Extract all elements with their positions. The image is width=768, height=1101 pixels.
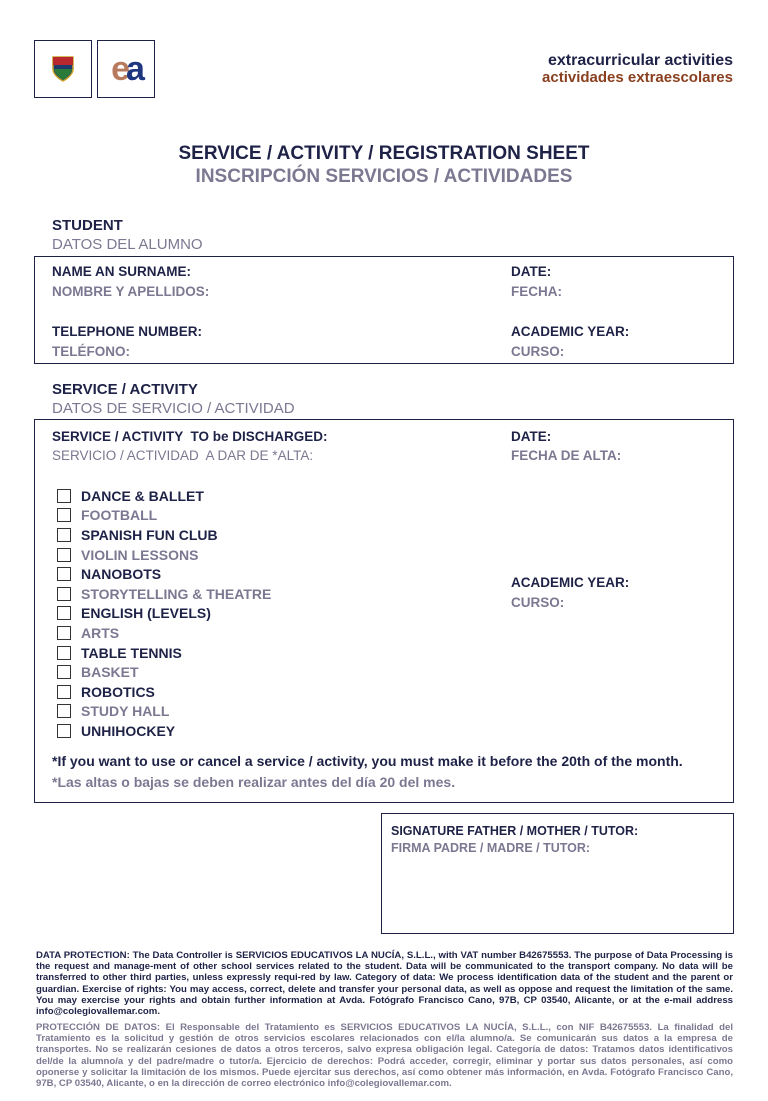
date-label: DATE: bbox=[511, 264, 552, 279]
deadline-note: *If you want to use or cancel a service / activity, you must make it before the 20th of the month. bbox=[52, 753, 683, 769]
page-title-es: INSCRIPCIÓN SERVICIOS / ACTIVIDADES bbox=[195, 166, 573, 187]
service-academic-year-label: ACADEMIC YEAR: bbox=[511, 575, 630, 590]
activity-label: NANOBOTS bbox=[81, 566, 162, 583]
activity-checkbox[interactable] bbox=[57, 606, 71, 620]
activity-checkbox[interactable] bbox=[57, 646, 71, 660]
academic-year-label-es: CURSO: bbox=[511, 344, 565, 359]
signature-label: SIGNATURE FATHER / MOTHER / TUTOR: bbox=[391, 824, 639, 838]
service-academic-year-label-es: CURSO: bbox=[511, 595, 565, 610]
activity-item bbox=[57, 702, 271, 722]
student-section-heading: STUDENT bbox=[52, 217, 123, 234]
activity-checkbox[interactable] bbox=[57, 528, 71, 542]
activity-label: ROBOTICS bbox=[81, 683, 155, 700]
activity-label: STORYTELLING & THEATRE bbox=[81, 585, 272, 602]
activity-item bbox=[57, 604, 271, 624]
activity-item bbox=[57, 486, 271, 506]
name-label: NAME AN SURNAME: bbox=[52, 264, 191, 279]
activity-checkbox[interactable] bbox=[57, 626, 71, 640]
activity-item bbox=[57, 525, 271, 545]
activity-item bbox=[57, 662, 271, 682]
activity-label: ENGLISH (LEVELS) bbox=[81, 605, 211, 622]
activity-checkbox[interactable] bbox=[57, 567, 71, 581]
service-section-heading: SERVICE / ACTIVITY bbox=[52, 381, 198, 398]
activity-label: VIOLIN LESSONS bbox=[81, 546, 199, 563]
activity-list bbox=[57, 486, 271, 741]
activity-checkbox[interactable] bbox=[57, 665, 71, 679]
discharge-label: SERVICE / ACTIVITY TO be DISCHARGED: bbox=[52, 429, 328, 444]
shield-icon bbox=[52, 56, 74, 82]
activity-checkbox[interactable] bbox=[57, 489, 71, 503]
ea-logo: ea bbox=[97, 40, 155, 98]
activity-checkbox[interactable] bbox=[57, 685, 71, 699]
activity-item bbox=[57, 545, 271, 565]
activity-checkbox[interactable] bbox=[57, 548, 71, 562]
school-crest-logo bbox=[34, 40, 92, 98]
activity-label: ARTS bbox=[81, 624, 120, 641]
activity-label: STUDY HALL bbox=[81, 703, 170, 720]
activity-label: BASKET bbox=[81, 664, 139, 681]
activity-label: DANCE & BALLET bbox=[81, 487, 204, 504]
activity-checkbox[interactable] bbox=[57, 587, 71, 601]
page-title: SERVICE / ACTIVITY / REGISTRATION SHEET bbox=[178, 143, 590, 164]
data-protection-es: PROTECCIÓN DE DATOS: El Responsable del Tratamiento es SERVICIOS EDUCATIVOS LA NUCÍA, S.L.L., con NIF B42675553. La finalidad del Tratamiento es la solicitud y gestión de otros servicios escolares relacionados con el/la alumno/a. Se comunicarán sus datos a la empresa de transportes. No se realizarán cesiones de datos a otros terceros, salvo expresa obligación legal. Categoría de datos: Tratamos datos identificativos del/de la alumno/a y del padre/madre o tutor/a. Ejercicio de derechos: Podrá acceder, corregir, eliminar y portar sus datos personales, así como oponerse y solicitar la limitación de los mismos. Puede ejercitar sus derechos, así como obtener más información, en Avda. Fotógrafo Francisco Cano, 97B, CP 03540, Alicante, o en la dirección de correo electrónico info@colegiovallemar.com. bbox=[36, 1022, 733, 1090]
activity-checkbox[interactable] bbox=[57, 724, 71, 738]
discharge-label-es: SERVICIO / ACTIVIDAD A DAR DE *ALTA: bbox=[52, 448, 314, 463]
activity-item bbox=[57, 623, 271, 643]
header-subtitle-es: actividades extraescolares bbox=[542, 69, 733, 86]
date-label-es: FECHA: bbox=[511, 284, 562, 299]
activity-item bbox=[57, 643, 271, 663]
student-section-heading-es: DATOS DEL ALUMNO bbox=[52, 236, 203, 253]
service-date-label: DATE: bbox=[511, 429, 552, 444]
service-date-label-es: FECHA DE ALTA: bbox=[511, 448, 622, 463]
phone-label-es: TELÉFONO: bbox=[52, 344, 130, 359]
data-protection-en: DATA PROTECTION: The Data Controller is SERVICIOS EDUCATIVOS LA NUCÍA, S.L.L., with VAT number B42675553. The purpose of Data Processing is the request and manage-ment of other school services related to the student. Data will be communicated to the transport company. No data will be transferred to other third parties, unless expressly requi-red by law. Category of data: We process identification data of the student and the parent or guardian. Exercise of rights: You may access, correct, delete and transfer your personal data, as well as oppose and request the limitation of the same. You may exercise your rights and obtain further information at Avda. Fotógrafo Francisco Cano, 97B, CP 03540, Alicante, or at the e-mail address info@colegiovallemar.com. bbox=[36, 950, 733, 1018]
activity-item bbox=[57, 721, 271, 741]
academic-year-label: ACADEMIC YEAR: bbox=[511, 324, 630, 339]
activity-item bbox=[57, 584, 271, 604]
activity-label: SPANISH FUN CLUB bbox=[81, 526, 218, 543]
activity-label: UNHIHOCKEY bbox=[81, 722, 176, 739]
signature-label-es: FIRMA PADRE / MADRE / TUTOR: bbox=[391, 841, 591, 855]
deadline-note-es: *Las altas o bajas se deben realizar antes del día 20 del mes. bbox=[52, 774, 456, 790]
phone-label: TELEPHONE NUMBER: bbox=[52, 324, 203, 339]
activity-label: FOOTBALL bbox=[81, 507, 158, 524]
activity-label: TABLE TENNIS bbox=[81, 644, 182, 661]
activity-item bbox=[57, 682, 271, 702]
name-label-es: NOMBRE Y APELLIDOS: bbox=[52, 284, 210, 299]
header-subtitle-en: extracurricular activities bbox=[548, 52, 733, 69]
activity-item bbox=[57, 564, 271, 584]
activity-item bbox=[57, 506, 271, 526]
service-section-heading-es: DATOS DE SERVICIO / ACTIVIDAD bbox=[52, 400, 295, 417]
activity-checkbox[interactable] bbox=[57, 508, 71, 522]
activity-checkbox[interactable] bbox=[57, 704, 71, 718]
